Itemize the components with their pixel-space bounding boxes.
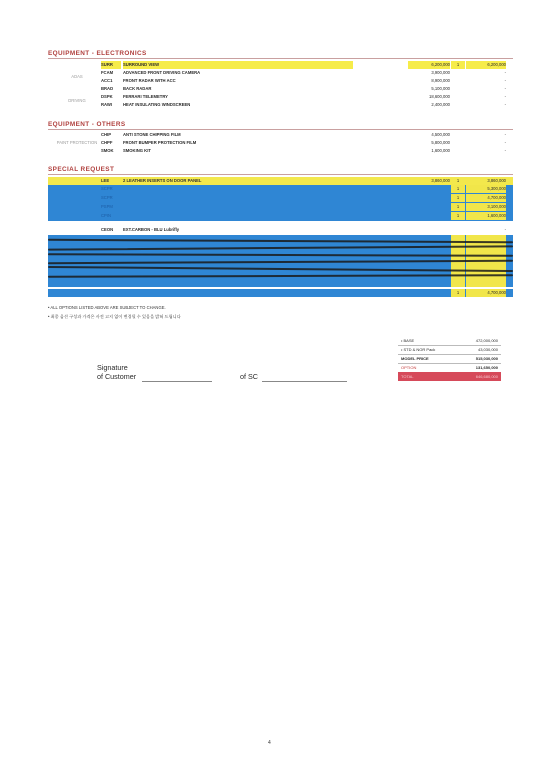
row-code: SCPR [101,186,113,191]
row-code: ACC1 [101,78,113,83]
row-code: CPIN [101,213,112,218]
table-row [48,77,513,85]
summary-row-option [398,363,501,372]
row-group: PAINT PROTECTION [56,140,98,145]
table-row [48,85,513,93]
summary-row-total [398,372,501,381]
table-row [48,93,513,101]
customer-signature-line [142,381,212,382]
summary-row-model-price [398,354,501,363]
row-total: - [504,102,506,107]
summary-value: 472,000,000 [475,338,498,343]
row-code: CHIP [101,132,112,137]
section-rule [48,174,513,175]
row-code: DSPK [101,94,113,99]
summary-value: 515,030,000 [475,356,498,361]
row-total: - [504,78,506,83]
table-row [48,139,513,147]
sc-signature-line [262,381,347,382]
section-title-others: EQUIPMENT - OTHERS [48,121,126,128]
row-code: SURR [101,61,121,69]
row-code: SCPR [101,195,113,200]
row-price: 1,600,000 [431,148,450,153]
table-row [48,101,513,109]
row-price: 3,860,000 [408,177,450,185]
row-description: SMOKING KIT [123,148,151,153]
section-rule [48,129,513,130]
sc-label: of SC [240,372,258,381]
row-total: 3,860,000 [466,177,506,185]
section-rule [48,58,513,59]
table-row [48,131,513,139]
summary-label: OPTION [401,365,417,370]
summary-row-base [398,336,501,345]
row-group: ADAS [71,74,83,79]
row-description: ADVANCED FRONT DRIVING CAMERA [123,70,201,75]
row-total: - [504,94,506,99]
section-title-electronics: EQUIPMENT - ELECTRONICS [48,50,147,57]
row-price: 3,900,000 [431,70,450,75]
row-total: - [504,140,506,145]
row-total: - [504,132,506,137]
row-description: HEAT INSULATING WINDSCREEN [123,102,191,107]
row-description: FRONT RADAR WITH ACC [123,78,176,83]
row-total: 1,600,000 [466,212,506,220]
row-qty: 1 [451,177,465,185]
row-price: 18,600,000 [429,94,450,99]
row-description: BACK RADAR [123,86,152,91]
note-line: • ALL OPTIONS LISTED ABOVE ARE SUBJECT TO CHANGE. [48,305,166,310]
row-code: PSPM [101,204,113,209]
row-total: 4,700,000 [466,289,506,297]
row-description: ANTI STONE CHIPPING FILM [123,132,181,137]
row-qty: 1 [451,61,465,69]
table-row-redacted [48,289,513,297]
row-description: FRONT BUMPER PROTECTION FILM [123,140,197,145]
row-code: BRAD [101,86,114,91]
row-code: CHPF [101,140,113,145]
row-qty: 1 [451,194,465,202]
summary-row-pack [398,345,501,354]
row-qty: 1 [451,289,465,297]
signature-label: Signature [97,363,128,372]
row-total: - [504,86,506,91]
row-description: SURROUND VIEW [123,61,353,69]
customer-label: of Customer [97,372,137,381]
summary-value: 131,650,000 [475,365,498,370]
row-qty: 1 [451,185,465,193]
table-row [48,61,513,69]
table-row-redacted [48,185,513,194]
page-number: 4 [268,740,271,746]
table-row [48,69,513,77]
note-line: • 최종 옵션 구성과 가격은 사전 고지 없이 변경될 수 있음을 밝혀 드립니다 [48,314,181,319]
row-price: 8,900,000 [431,78,450,83]
table-row [48,147,513,155]
table-row-redacted [48,194,513,203]
summary-label: MODEL PRICE [401,356,429,361]
row-total: 3,100,000 [466,203,506,211]
row-total: - [504,148,506,153]
row-qty: 1 [451,203,465,211]
row-description: 2 LEATHER INSERTS ON DOOR PANEL [123,178,202,183]
row-price: 6,200,000 [408,61,450,69]
row-description: FERRARI TELEMETRY [123,94,168,99]
row-code: SMOK [101,148,114,153]
row-description: EXT.CARBON - BLU Lubrifly [123,227,180,232]
row-qty: 1 [451,212,465,220]
row-total: 5,300,000 [466,185,506,193]
summary-label: TOTAL [401,374,414,379]
row-price: 5,100,000 [431,86,450,91]
row-total: - [504,227,506,232]
summary-label: • STD & NOR Pack [401,347,436,352]
table-row [48,226,513,234]
row-total: 6,200,000 [466,61,506,69]
summary-label: • BASE [401,338,415,343]
row-price: 4,500,000 [431,132,450,137]
summary-value: 646,680,000 [475,374,498,379]
row-price: 5,800,000 [431,140,450,145]
row-code: LEE [101,178,110,183]
row-code: FCAM [101,70,114,75]
row-total: - [504,70,506,75]
table-row-redacted [48,203,513,212]
summary-value: 43,030,000 [477,347,498,352]
row-code: CEON [101,227,114,232]
table-row-highlighted [48,177,513,185]
row-group: DRIVING [68,98,86,103]
price-summary [398,336,501,381]
row-total: 4,700,000 [466,194,506,202]
section-title-special-request: SPECIAL REQUEST [48,166,115,173]
row-code: RAWI [101,102,112,107]
table-row-redacted [48,212,513,221]
row-price: 2,400,000 [431,102,450,107]
